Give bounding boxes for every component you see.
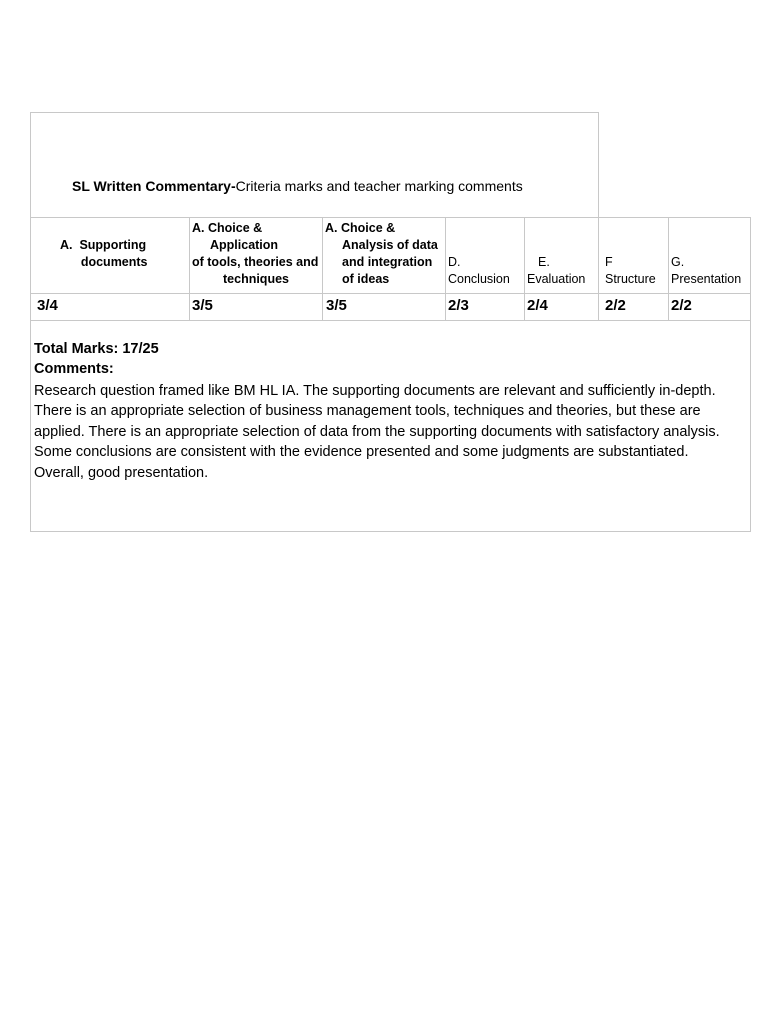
header-bottom-border — [30, 293, 750, 294]
table-top-border — [30, 112, 599, 113]
comment-line: There is an appropriate selection of business management tools, techniques and theories, but these are — [34, 403, 701, 419]
column-divider — [598, 217, 599, 321]
column-divider — [445, 217, 446, 321]
header-line: Analysis of data — [342, 238, 438, 252]
criterion-header-evaluation — [527, 254, 585, 288]
criterion-header-presentation — [671, 254, 741, 288]
comment-line: applied. There is an appropriate selection of data from the supporting documents with satisfactory analysis. — [34, 424, 720, 440]
header-line: G. — [671, 255, 685, 269]
criterion-header-structure — [605, 254, 656, 288]
table-right-border — [750, 217, 751, 532]
mark-structure: 2/2 — [605, 297, 626, 314]
header-line: documents — [60, 255, 148, 269]
header-line: techniques — [223, 272, 289, 286]
criterion-header-application — [192, 220, 322, 288]
criterion-header-analysis — [325, 220, 438, 288]
page-title — [72, 178, 523, 194]
comment-line: Research question framed like BM HL IA. The supporting documents are relevant and sufficiently in-depth. — [34, 383, 716, 399]
marks-bottom-border — [30, 320, 750, 321]
criterion-header-conclusion — [448, 254, 510, 288]
header-line: Conclusion — [448, 272, 510, 286]
header-line: of ideas — [342, 272, 390, 286]
mark-presentation: 2/2 — [671, 297, 692, 314]
header-line: A. Choice & — [325, 221, 396, 235]
table-left-border — [30, 112, 31, 532]
mark-analysis: 3/5 — [326, 297, 347, 314]
mark-application: 3/5 — [192, 297, 213, 314]
criterion-header-supporting-documents — [60, 237, 148, 271]
title-normal: Criteria marks and teacher marking comments — [235, 178, 523, 194]
mark-supporting-documents: 3/4 — [37, 297, 58, 314]
comment-line: Overall, good presentation. — [34, 465, 209, 481]
header-line: E. — [538, 255, 550, 269]
header-line: Structure — [605, 272, 656, 286]
comments-label: Comments: — [34, 361, 114, 377]
title-bold: SL Written Commentary- — [72, 178, 236, 194]
column-divider — [322, 217, 323, 321]
total-marks: Total Marks: 17/25 — [34, 341, 159, 357]
header-line: and integration — [342, 255, 433, 269]
title-cell-right-border — [598, 112, 599, 218]
header-line: of tools, theories and — [192, 255, 319, 269]
header-line: Presentation — [671, 272, 742, 286]
mark-conclusion: 2/3 — [448, 297, 469, 314]
column-divider — [524, 217, 525, 321]
header-line: A. Supporting — [60, 238, 147, 252]
table-bottom-border — [30, 531, 750, 532]
header-line: Application — [210, 238, 279, 252]
header-line: D. — [448, 255, 461, 269]
header-top-border — [30, 217, 750, 218]
header-line: F — [605, 255, 613, 269]
comment-line: Some conclusions are consistent with the evidence presented and some judgments are substantiated. — [34, 444, 689, 460]
header-line: A. Choice & — [192, 221, 263, 235]
header-line: Evaluation — [527, 272, 586, 286]
column-divider — [189, 217, 190, 321]
mark-evaluation: 2/4 — [527, 297, 548, 314]
column-divider — [668, 217, 669, 321]
